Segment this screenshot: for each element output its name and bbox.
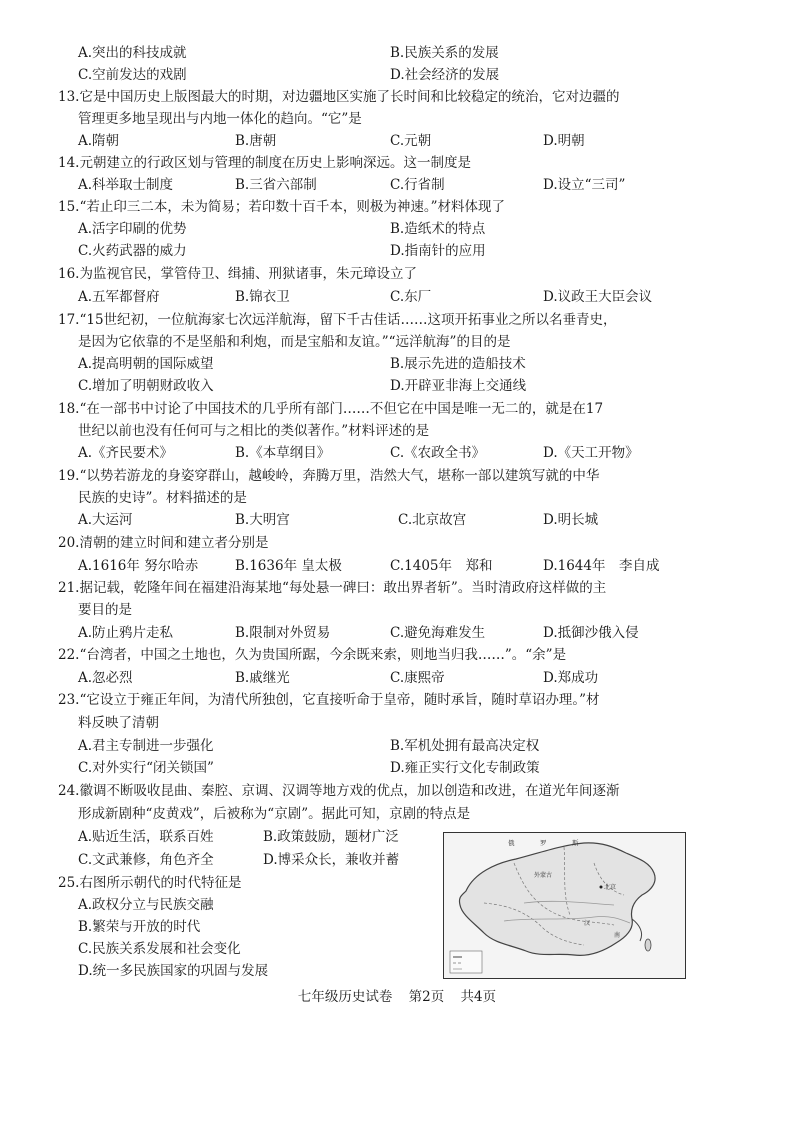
q14-option-d: D.设立“三司”: [543, 177, 626, 193]
q25-stem: 25.右图所示朝代的时代特征是: [58, 875, 242, 891]
q13-option-d: D.明朝: [543, 133, 585, 149]
prev-option-d: D.社会经济的发展: [390, 67, 500, 83]
q13-option-a: A.隋朝: [78, 133, 120, 149]
prev-option-a: A.突出的科技成就: [78, 45, 187, 61]
q24-stem-line2: 形成新剧种“皮黄戏”，后被称为“京剧”。据此可知，京剧的特点是: [78, 806, 471, 822]
q22-option-a: A.忽必烈: [78, 670, 133, 686]
q15-option-b: B.造纸术的特点: [390, 221, 486, 237]
q22-option-c: C.康熙帝: [390, 670, 445, 686]
q13-stem-line1: 13.它是中国历史上版图最大的时期，对边疆地区实施了长时间和比较稳定的统治，它对边疆的: [58, 89, 620, 105]
q24-option-d: D.博采众长，兼收并蓄: [263, 852, 400, 868]
q20-option-d: D.1644年 李自成: [543, 558, 660, 574]
prev-option-c: C.空前发达的戏剧: [78, 67, 187, 83]
q17-option-d: D.开辟亚非海上交通线: [390, 378, 527, 394]
q22-stem: 22.“台湾者，中国之土地也，久为贵国所踞，今余既来索，则地当归我……”。“余”是: [58, 647, 567, 663]
q17-stem-line1: 17.“15世纪初，一位航海家七次远洋航海，留下千古佳话……这项开拓事业之所以名垂青史，: [58, 312, 617, 328]
q19-option-b: B.大明宫: [235, 512, 290, 528]
q14-stem: 14.元朝建立的行政区划与管理的制度在历史上影响深远。这一制度是: [58, 155, 471, 171]
q20-stem: 20.清朝的建立时间和建立者分别是: [58, 535, 269, 551]
q18-stem-line2: 世纪以前也没有任何可与之相比的类似著作。”材料评述的是: [78, 423, 430, 439]
map-label-5: 北京: [604, 884, 617, 891]
q14-option-c: C.行省制: [390, 177, 445, 193]
qing-dynasty-map-figure: [443, 832, 686, 979]
q22-option-b: B.戚继光: [235, 670, 290, 686]
q19-option-c: C.北京故宫: [398, 512, 467, 528]
q16-option-a: A.五军都督府: [78, 289, 160, 305]
q22-option-d: D.郑成功: [543, 670, 599, 686]
q21-option-c: C.避免海难发生: [390, 625, 486, 641]
q18-option-c: C.《农政全书》: [390, 445, 486, 461]
q25-option-a: A.政权分立与民族交融: [78, 897, 214, 913]
q13-stem-line2: 管理更多地呈现出与内地一体化的趋向。“它”是: [78, 111, 362, 127]
q14-option-b: B.三省六部制: [235, 177, 317, 193]
q15-option-d: D.指南针的应用: [390, 243, 486, 259]
footer-total-pages: 共4页: [460, 989, 497, 1005]
q19-stem-line1: 19.“以势若游龙的身姿穿群山，越峻岭，奔腾万里，浩然大气，堪称一部以建筑写就的中华: [58, 468, 600, 484]
q16-stem: 16.为监视官民，掌管侍卫、缉捕、刑狱诸事，朱元璋设立了: [58, 266, 417, 282]
q25-option-b: B.繁荣与开放的时代: [78, 919, 201, 935]
map-label-6: 汉: [584, 920, 591, 927]
q23-option-d: D.雍正实行文化专制政策: [390, 760, 540, 776]
q24-stem-line1: 24.徽调不断吸收昆曲、秦腔、京调、汉调等地方戏的优点，加以创造和改进，在道光年间逐渐: [58, 783, 620, 799]
q20-option-a: A.1616年 努尔哈赤: [78, 558, 199, 574]
q14-option-a: A.科举取士制度: [78, 177, 174, 193]
page-footer: [0, 988, 794, 1006]
q15-option-a: A.活字印刷的优势: [78, 221, 187, 237]
q16-option-b: B.锦衣卫: [235, 289, 290, 305]
q17-stem-line2: 是因为它依靠的不是坚船和利炮，而是宝船和友谊。”“远洋航海”的目的是: [78, 334, 511, 350]
q25-option-d: D.统一多民族国家的巩固与发展: [78, 963, 269, 979]
q19-option-a: A.大运河: [78, 512, 133, 528]
q15-stem: 15.“若止印三二本，未为简易；若印数十百千本，则极为神速。”材料体现了: [58, 199, 506, 215]
q17-option-a: A.提高明朝的国际威望: [78, 356, 214, 372]
q23-option-c: C.对外实行“闭关锁国”: [78, 760, 214, 776]
q15-option-c: C.火药武器的威力: [78, 243, 187, 259]
q21-option-b: B.限制对外贸易: [235, 625, 331, 641]
map-label-4: 外蒙古: [534, 872, 553, 879]
q23-stem-line2: 料反映了清朝: [78, 715, 159, 731]
q25-option-c: C.民族关系发展和社会变化: [78, 941, 241, 957]
map-label-3: 斯: [572, 839, 579, 847]
q16-option-d: D.议政王大臣会议: [543, 289, 653, 305]
footer-page-number: 第2页: [408, 989, 445, 1005]
q17-option-b: B.展示先进的造船技术: [390, 356, 526, 372]
q17-option-c: C.增加了明朝财政收入: [78, 378, 214, 394]
q23-option-a: A.君主专制进一步强化: [78, 738, 214, 754]
q19-stem-line2: 民族的史诗”。材料描述的是: [78, 490, 247, 506]
q18-option-b: B.《本草纲目》: [235, 445, 331, 461]
footer-exam-title: 七年级历史试卷: [297, 989, 393, 1005]
q23-option-b: B.军机处拥有最高决定权: [390, 738, 540, 754]
q21-option-a: A.防止鸦片走私: [78, 625, 174, 641]
q20-option-b: B.1636年 皇太极: [235, 558, 342, 574]
q21-option-d: D.抵御沙俄入侵: [543, 625, 639, 641]
q21-stem-line1: 21.据记载，乾隆年间在福建沿海某地“每处悬一碑曰：敢出界者斩”。当时清政府这样做的主: [58, 580, 607, 596]
q16-option-c: C.东厂: [390, 289, 432, 305]
q20-option-c: C.1405年 郑和: [390, 558, 493, 574]
q21-stem-line2: 要目的是: [78, 602, 132, 618]
q19-option-d: D.明长城: [543, 512, 599, 528]
q24-option-c: C.文武兼修，角色齐全: [78, 852, 214, 868]
q18-option-a: A.《齐民要术》: [78, 445, 174, 461]
q23-stem-line1: 23.“它设立于雍正年间，为清代所独创，它直接听命于皇帝，随时承旨，随时草诏办理。”材: [58, 692, 600, 708]
map-label-2: 罗: [540, 839, 547, 847]
q18-option-d: D.《天工开物》: [543, 445, 639, 461]
map-label-7: 南: [614, 932, 621, 939]
prev-option-b: B.民族关系的发展: [390, 45, 499, 61]
map-label-1: 俄: [508, 839, 515, 847]
q18-stem-line1: 18.“在一部书中讨论了中国技术的几乎所有部门……不但它在中国是唯一无二的，就是在17: [58, 401, 604, 417]
q13-option-b: B.唐朝: [235, 133, 277, 149]
map-illustration: [444, 833, 685, 978]
q13-option-c: C.元朝: [390, 133, 432, 149]
q24-option-b: B.政策鼓励，题材广泛: [263, 829, 399, 845]
q24-option-a: A.贴近生活，联系百姓: [78, 829, 214, 845]
